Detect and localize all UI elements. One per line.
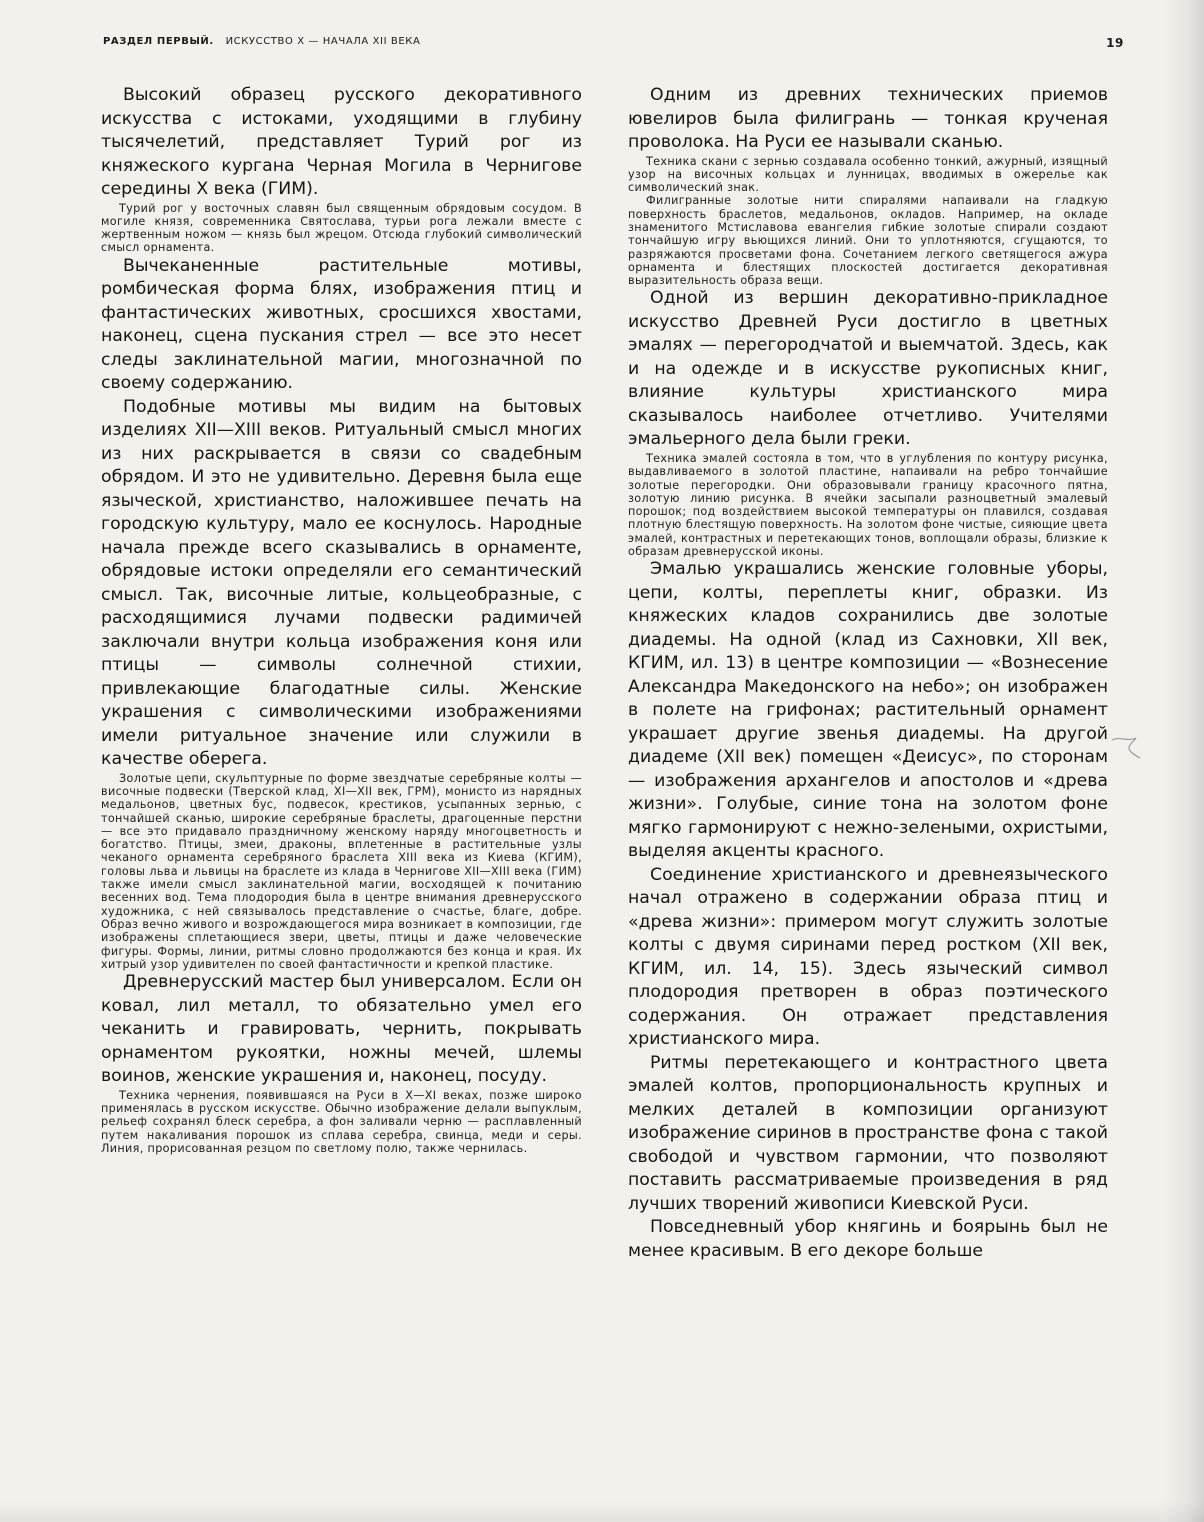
right-note: Техника эмалей состояла в том, что в углубления по контуру рисунка, выдавливаемого в золотой пластине, напаивали на ребро тончайшие золотые перегородки. Они образовывали границу красочного пятна, золотую линию рисунка. В ячейки засыпали разноцветный эмалевый порошок; под воздействием высокой температуры он плавился, создавая плотную блестящую поверхность. На золотом фоне чистые, сияющие цвета эмалей, контрастных и перетекающих тонов, воплощали образы, близкие к образам древнерусской иконы. (628, 451, 1108, 559)
right-column (628, 84, 1108, 1263)
right-paragraph: Соединение христианского и древнеязыческого начал отражено в содержании образа птиц и «древа жизни»: примером могут служить золотые колты с двумя сиринами перед ростком (XII век, КГИМ, ил. 14, 15). Здесь языческий символ плодородия претворен в образ поэтического содержания. Он отражает представления христианского мира. (628, 864, 1108, 1050)
running-header (103, 36, 1124, 56)
right-paragraph: Эмалью украшались женские головные уборы, цепи, колты, переплеты книг, образки. Из княжеских кладов сохранились две золотые диадемы. На одной (клад из Сахновки, XII век, КГИМ, ил. 13) в центре композиции — «Вознесение Александра Македонского на небо»; он изображен в полете на грифонах; растительный орнамент украшает другие звенья диадемы. На другой диадеме (XII век) помещен «Деисус», по сторонам — изображения архангелов и апостолов и «древа жизни». Голубые, синие тона на золотом фоне мягко гармонируют с нежно-зелеными, охристыми, выделяя акценты красного. (628, 559, 1108, 862)
left-paragraph: Древнерусский мастер был универсалом. Если он ковал, лил металл, то обязательно умел его чеканить и гравировать, чернить, покрывать орнаментом рукоятки, ножны мечей, шлемы воинов, женские украшения и, наконец, посуду. (101, 972, 582, 1087)
left-paragraph: Вычеканенные растительные мотивы, ромбическая форма блях, изображения птиц и фантастических животных, сросшихся хвостами, наконец, сцена пускания стрел — все это несет следы заклинательной магии, многозначной по своему содержанию. (101, 255, 582, 394)
right-paragraph: Одним из древних технических приемов ювелиров была филигрань — тонкая крученая проволока. На Руси ее называли сканью. (628, 85, 1108, 152)
page-number: 19 (1106, 36, 1124, 50)
left-paragraph: Высокий образец русского декоративного искусства с истоками, уходящими в глубину тысячелетий, представляет Турий рог из княжеского кургана Черная Могила в Чернигове середины X века (ГИМ). (101, 85, 582, 199)
chapter-title: ИСКУССТВО X — НАЧАЛА XII ВЕКА (225, 36, 421, 47)
right-paragraph: Повседневный убор княгинь и боярынь был не менее красивым. В его декоре больше (628, 1217, 1108, 1261)
right-note: Техника скани с зернью создавала особенно тонкий, ажурный, изящный узор на височных кольцах и лунницах, вводимых в ожерелье как символический знак. (628, 154, 1108, 195)
left-note: Золотые цепи, скульптурные по форме звездчатые серебряные колты — височные подвески (Тверской клад, XI—XII век, ГРМ), монисто из нарядных медальонов, цветных бус, подвесок, крестиков, усыпанных зернью, с тончайшей сканью, широкие серебряные браслеты, драгоценные перстни — все это придавало праздничному женскому наряду многоцветность и богатство. Птицы, змеи, драконы, вплетенные в растительные узлы чеканого орнамента серебряного браслета XIII века из Киева (КГИМ), головы льва и львицы на браслете из клада в Чернигове XII—XIII века (ГИМ) также имели смысл заклинательной магии, восходящей к почитанию весенних вод. Тема плодородия была в центре внимания древнерусского художника, с ней связывалось представление о счастье, благе, добре. Образ вечно живого и возрождающегося мира возникает в композиции, где изображены сплетающиеся звери, цветы, птицы и даже человеческие фигуры. Формы, линии, ритмы словно продолжаются без конца и края. Их хитрый узор удивителен по своей фантастичности и крепкой пластике. (101, 771, 582, 971)
left-note: Техника чернения, появившаяся на Руси в X—XI веках, позже широко применялась в русском искусстве. Обычно изображение делали выпуклым, рельеф сохранял блеск серебра, а фон заливали черню — расплавленный путем накаливания порошок из сплава серебра, свинца, меди и серы. Линия, прорисованная резцом по светлому полю, также чернилась. (101, 1088, 582, 1155)
right-note: Филигранные золотые нити спиралями напаивали на гладкую поверхность браслетов, медальонов, окладов. Например, на окладе знаменитого Мстиславова евангелия гибкие золотые спирали создают тончайшую игру вьющихся линий. Они то уплотняются, сгущаются, то разряжаются просветами фона. Сочетанием легкого светящегося ажура орнамента и блестящих плоскостей достигается декоративная выразительность образа вещи. (628, 194, 1108, 288)
right-paragraph: Одной из вершин декоративно-прикладное искусство Древней Руси достигло в цветных эмалях — перегородчатой и выемчатой. Здесь, как и на одежде и в искусстве рукописных книг, влияние культуры христианского мира сказывалось наиболее отчетливо. Учителями эмальерного дела были греки. (628, 288, 1108, 450)
left-column (101, 84, 582, 1155)
left-note: Турий рог у восточных славян был священным обрядовым сосудом. В могиле князя, современника Святослава, турьи рога лежали вместе с жертвенным ножом — князь был жрецом. Отсюда глубокий символический смысл орнамента. (101, 201, 582, 255)
left-paragraph: Подобные мотивы мы видим на бытовых изделиях XII—XIII веков. Ритуальный смысл многих из них раскрывается в связи со свадебным обрядом. И это не удивительно. Деревня была еще языческой, христианство, наложившее печать на городскую культуру, мало ее коснулось. Народные начала прежде всего сказывались в орнаменте, обрядовые истоки определяли его семантический смысл. Так, височные литые, кольцеобразные, с расходящимися лучами подвески радимичей заключали внутри кольца изображения коня или птицы — символы солнечной стихии, привлекающие благодатные силы. Женские украшения с символическими изображениями имели ритуальное значение или служили в качестве оберега. (101, 396, 582, 770)
page-bottom-shadow (0, 1500, 1204, 1522)
right-paragraph: Ритмы перетекающего и контрастного цвета эмалей колтов, пропорциональность крупных и мелких деталей в композиции организуют изображение сиринов в пространстве фона с такой свободой и чувством гармонии, что позволяют поставить рассматриваемые произведения в ряд лучших творений живописи Киевской Руси. (628, 1052, 1108, 1214)
pencil-mark (1110, 718, 1144, 768)
page-edge-shadow (1164, 0, 1204, 1522)
section-label: РАЗДЕЛ ПЕРВЫЙ. (103, 36, 214, 47)
